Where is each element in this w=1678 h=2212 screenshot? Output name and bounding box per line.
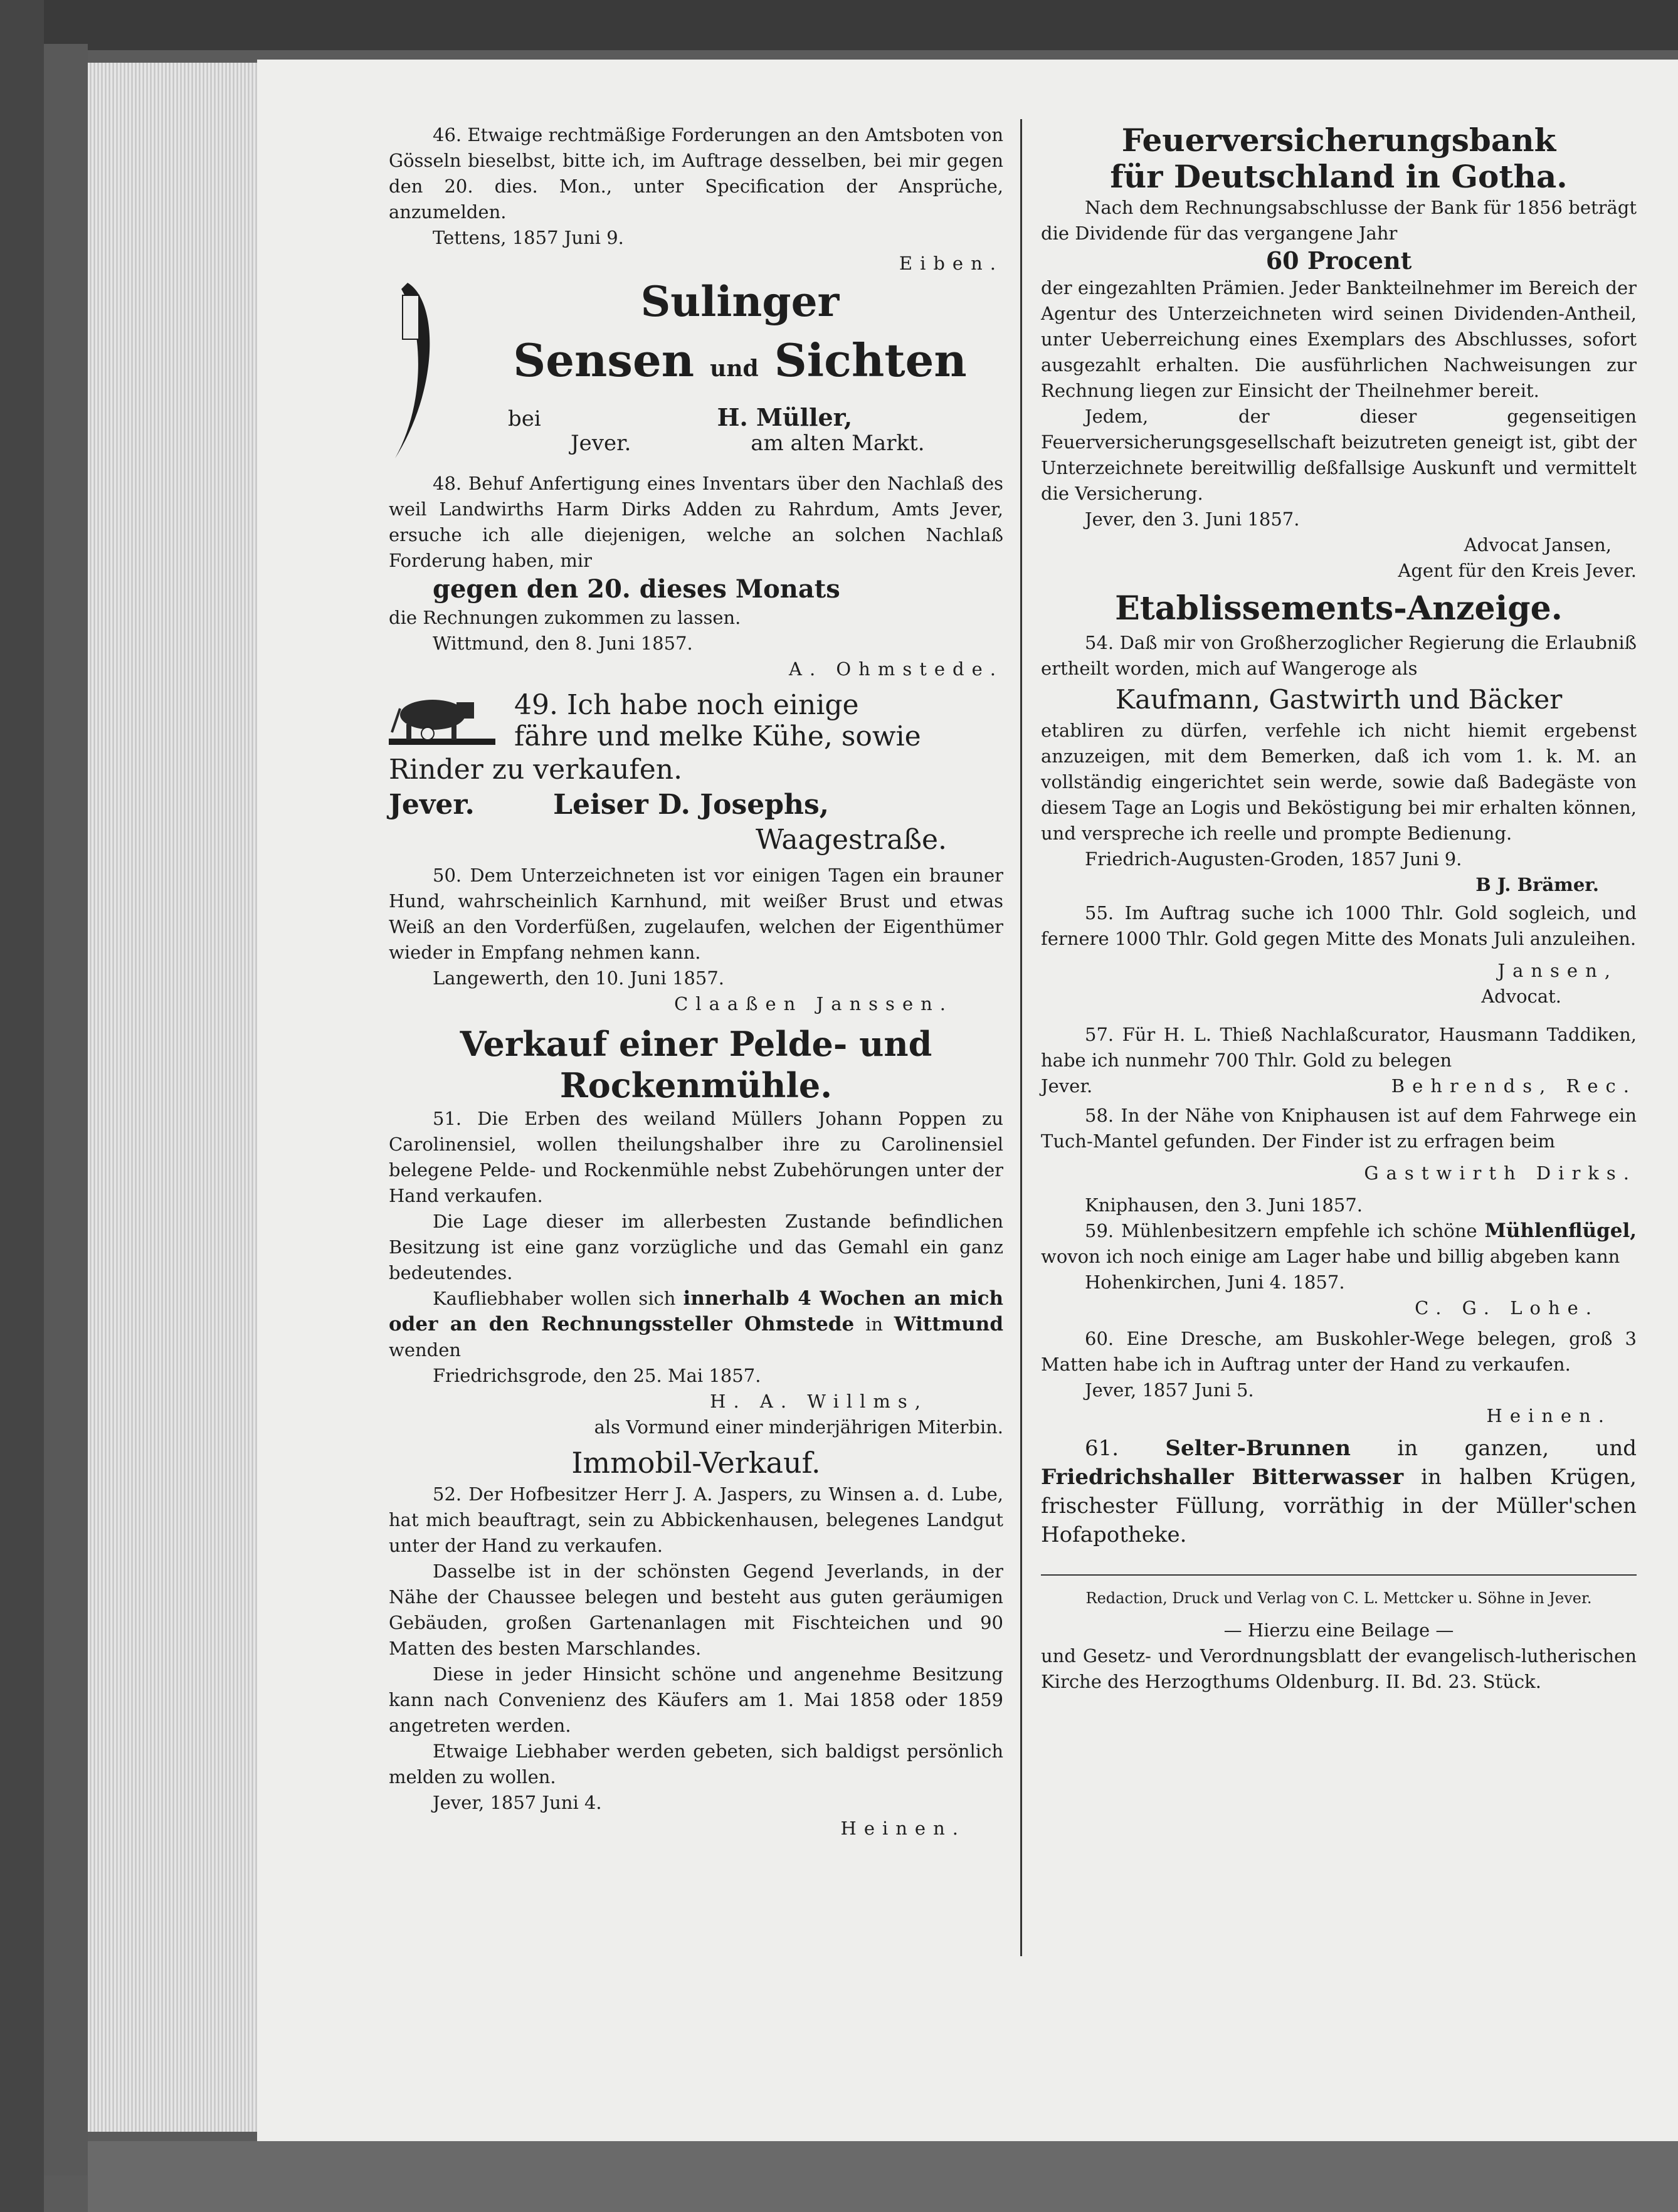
book-cover-edge	[44, 44, 88, 2176]
immobil-p2: Dasselbe ist in der schönsten Gegend Jeverlands, in der Nähe der Chaussee belegen und besteht aus guten geräumigen Gebäuden, großen Gartenanlagen mit Fischteichen und 90 Matten des besten Marschlandes.	[389, 1561, 1003, 1659]
ad-46	[389, 122, 1003, 276]
immobil-p3: Diese in jeder Hinsicht schöne und angenehme Besitzung kann nach Convenienz des Käufers am 1. Mai 1858 oder 1859 angetreten werden.	[389, 1663, 1003, 1736]
sulinger-ad	[389, 276, 1003, 465]
ad-55-text: 55. Im Auftrag suche ich 1000 Thlr. Gold sogleich, und fernere 1000 Thlr. Gold gegen Mitte des Monats Juli anzuleihen.	[1041, 902, 1637, 949]
fire-insurance-heading-2: für Deutschland in Gotha.	[1110, 158, 1568, 195]
etablissement-p2: etabliren zu dürfen, verfehle ich nicht hiemit ergebenst anzuzeigen, mit dem Bemerken, daß ich vom 1. k. M. an vollständig eingerichtet sein werde, sowie daß Badegäste von diesem Tage an Logis und Beköstigung bei mir erhalten können, und verspreche ich reelle und prompte Bedienung.	[1041, 720, 1637, 844]
mill-sale-sign-2: als Vormund einer minderjährigen Miterbin.	[594, 1416, 1003, 1438]
mill-sale-heading-2: Rockenmühle.	[559, 1065, 833, 1105]
ad-48-text2: die Rechnungen zukommen zu lassen.	[389, 607, 741, 628]
mill-sale-p3a: Kaufliebhaber wollen sich	[433, 1288, 676, 1309]
ad-59	[1041, 1218, 1637, 1321]
fire-insurance-heading-1: Feuerversicherungsbank	[1121, 122, 1556, 159]
sulinger-sichten: Sichten	[774, 334, 967, 387]
mill-sale-heading-1: Verkauf einer Pelde- und	[460, 1024, 932, 1064]
fire-insurance-ad	[1041, 122, 1637, 584]
ad-61-bitterwasser: Friedrichshaller Bitterwasser	[1041, 1465, 1404, 1490]
ad-59-b: Mühlenflügel,	[1484, 1219, 1637, 1242]
ad-48-deadline: gegen den 20. dieses Monats	[433, 574, 840, 604]
ad-48	[389, 471, 1003, 682]
scan-background-bottom	[88, 2141, 1678, 2212]
ad-58	[1041, 1103, 1637, 1218]
sulinger-address: am alten Markt.	[751, 431, 925, 456]
ad-46-signature: Eiben.	[899, 253, 1003, 274]
ad-58-date: Kniphausen, den 3. Juni 1857.	[1085, 1194, 1363, 1216]
sulinger-und: und	[710, 356, 759, 382]
ad-60-text: 60. Eine Dresche, am Buskohler-Wege belegen, groß 3 Matten habe ich in Auftrag unter der Hand zu verkaufen.	[1041, 1328, 1637, 1375]
sulinger-town: Jever.	[571, 431, 631, 456]
immobil-signature: Heinen.	[840, 1818, 966, 1839]
sulinger-seller-line	[508, 403, 1010, 431]
mill-sale-p1: 51. Die Erben des weiland Müllers Johann Poppen zu Carolinensiel, wollen theilungshalber ihre zu Carolinensiel belegene Pelde- und Rockenmühle nebst Zubehörungen unter der Hand verkaufen.	[389, 1108, 1003, 1206]
immobil-p4: Etwaige Liebhaber werden gebeten, sich baldigst persönlich melden zu wollen.	[389, 1741, 1003, 1788]
fire-insurance-sign-1: Advocat Jansen,	[1464, 534, 1612, 556]
footer	[1041, 1586, 1637, 1695]
mill-sale-ad	[389, 1023, 1003, 1440]
ad-59-text	[1041, 1218, 1637, 1270]
footer-imprint: Redaction, Druck und Verlag von C. L. Mettcker u. Söhne in Jever.	[1085, 1589, 1592, 1607]
ad-59-c: wovon ich noch einige am Lager habe und billig abgeben kann	[1041, 1246, 1620, 1267]
ad-57-signature: Behrends, Rec.	[1391, 1075, 1637, 1097]
ad-59-date: Hohenkirchen, Juni 4. 1857.	[1085, 1272, 1345, 1293]
ad-49-top	[389, 690, 1003, 752]
ad-61-selter: Selter-Brunnen	[1165, 1436, 1351, 1461]
left-column	[389, 122, 1003, 1841]
sulinger-title: Sulinger	[640, 277, 840, 326]
ad-61-c: in ganzen, und	[1397, 1436, 1637, 1461]
ad-60	[1041, 1326, 1637, 1429]
footer-rule	[1041, 1574, 1637, 1576]
immobil-heading: Immobil-Verkauf.	[571, 1446, 821, 1480]
mill-sale-p3d: Wittmund	[894, 1313, 1004, 1335]
ad-61-text	[1041, 1434, 1637, 1549]
ad-46-date: Tettens, 1857 Juni 9.	[433, 227, 624, 248]
fire-insurance-percent: 60 Procent	[1265, 246, 1412, 275]
ad-49-line3: Rinder zu verkaufen.	[389, 754, 683, 786]
etablissement-trades: Kaufmann, Gastwirth und Bäcker	[1115, 684, 1563, 715]
sulinger-sensen: Sensen	[513, 334, 695, 387]
scan-background-top	[0, 0, 1678, 50]
ad-48-text: 48. Behuf Anfertigung eines Inventars über den Nachlaß des weil Landwirths Harm Dirks Adden zu Rahrdum, Amts Jever, ersuche ich alle diejenigen, welche an solchen Nachlaß Forderung haben, mir	[389, 473, 1003, 571]
sulinger-address-line	[571, 431, 1010, 456]
mill-sale-p3b: innerhalb 4 Wochen an mich oder an den Rechnungssteller Ohmstede	[389, 1287, 1004, 1335]
scythe-icon	[389, 276, 445, 465]
footer-beilage: — Hierzu eine Beilage —	[1223, 1620, 1454, 1641]
immobil-ad	[389, 1444, 1003, 1841]
ad-48-signature: A. Ohmstede.	[789, 658, 1003, 680]
fire-insurance-p2: der eingezahlten Prämien. Jeder Bankteilnehmer im Bereich der Agentur des Unterzeichneten wird seinen Dividenden-Antheil, unter Ueberreichung eines Exemplars des Abschlusses, sofort ausgezahlt erhalten. Die ausführlichen Nachweisungen zur Rechnung liegen zur Einsicht der Theilnehmer bereit.	[1041, 277, 1637, 401]
ad-59-signature: C. G. Lohe.	[1415, 1297, 1599, 1319]
ad-50-text: 50. Dem Unterzeichneten ist vor einigen Tagen ein brauner Hund, wahrscheinlich Karnhund, mit weißer Brust und etwas Weiß an den Vorderfüßen, zugelaufen, welchen der Eigenthümer wieder in Empfang nehmen kann.	[389, 865, 1003, 963]
ad-60-date: Jever, 1857 Juni 5.	[1085, 1379, 1254, 1401]
fire-insurance-date: Jever, den 3. Juni 1857.	[1085, 508, 1300, 530]
ad-57	[1041, 1022, 1637, 1099]
ad-57-sign-line	[1041, 1073, 1637, 1099]
page-stack-edges	[88, 63, 257, 2132]
ad-58-signature: Gastwirth Dirks.	[1364, 1162, 1637, 1184]
ad-49-sign-line	[389, 787, 1003, 823]
column-divider	[1020, 119, 1022, 1956]
ad-49-line1: 49. Ich habe noch einige	[514, 689, 859, 721]
ad-49-heading	[514, 690, 1010, 752]
immobil-p1: 52. Der Hofbesitzer Herr J. A. Jaspers, zu Winsen a. d. Lube, hat mich beauftragt, sein zu Abbickenhausen, belegenes Landgut unter der Hand zu verkaufen.	[389, 1483, 1003, 1556]
etablissement-p1: 54. Daß mir von Großherzoglicher Regierung die Erlaubniß ertheilt worden, mich auf Wangeroge als	[1041, 632, 1637, 679]
ad-49-street: Waagestraße.	[755, 824, 947, 856]
etablissement-signature: B J. Brämer.	[1475, 874, 1599, 895]
sulinger-subtitle	[470, 330, 1010, 399]
mill-sale-p3	[389, 1286, 1003, 1363]
scan-background-left	[0, 0, 44, 2212]
sulinger-seller: H. Müller,	[717, 403, 853, 431]
mill-sale-p2: Die Lage dieser im allerbesten Zustande befindlichen Besitzung ist eine ganz vorzügliche und das Gemahl ein ganz bedeutendes.	[389, 1211, 1003, 1283]
ad-50-signature: Claaßen Janssen.	[674, 993, 953, 1014]
etablissement-date: Friedrich-Augusten-Groden, 1857 Juni 9.	[1085, 848, 1462, 870]
ad-55-sign-2: Advocat.	[1481, 986, 1561, 1007]
etablissement-ad	[1041, 587, 1637, 898]
etablissement-heading: Etablissements-Anzeige.	[1115, 589, 1563, 628]
mill-sale-date: Friedrichsgrode, den 25. Mai 1857.	[433, 1365, 761, 1386]
ad-49-seller: Leiser D. Josephs,	[553, 789, 830, 821]
sulinger-bei: bei	[508, 406, 541, 431]
ad-57-text: 57. Für H. L. Thieß Nachlaßcurator, Hausmann Taddiken, habe ich nunmehr 700 Thlr. Gold zu belegen	[1041, 1024, 1637, 1071]
fire-insurance-p3: Jedem, der dieser gegenseitigen Feuerversicherungsgesellschaft beizutreten geneigt ist, gibt der Unterzeichnete bereitwillig deßfallsige Auskunft und vermittelt die Versicherung.	[1041, 406, 1637, 504]
ad-50	[389, 863, 1003, 1017]
ad-61-number: 61.	[1085, 1436, 1119, 1461]
ad-61	[1041, 1434, 1637, 1549]
ad-49-town: Jever.	[389, 789, 475, 821]
mill-sale-p3c: in	[865, 1314, 883, 1335]
ad-49-line2: fähre und melke Kühe, sowie	[514, 720, 921, 752]
ad-61-e: in halben Krügen, frischester Füllung, vorräthig in der Müller'schen Hofapotheke.	[1041, 1465, 1637, 1547]
ad-50-date: Langewerth, den 10. Juni 1857.	[433, 967, 725, 989]
mill-sale-sign-1: H. A. Willms,	[710, 1391, 928, 1412]
immobil-date: Jever, 1857 Juni 4.	[433, 1792, 602, 1813]
ad-49	[389, 690, 1003, 858]
right-column	[1041, 122, 1637, 1695]
ad-48-date: Wittmund, den 8. Juni 1857.	[433, 633, 693, 654]
ad-55-sign-1: Jansen,	[1497, 960, 1618, 981]
ad-46-text: 46. Etwaige rechtmäßige Forderungen an den Amtsboten von Gösseln bieselbst, bitte ich, im Auftrage desselben, bei mir gegen den 20. dies. Mon., unter Specification der Ansprüche, anzumelden.	[389, 124, 1003, 223]
mill-sale-p3e: wenden	[389, 1339, 462, 1361]
ad-55	[1041, 900, 1637, 1009]
fire-insurance-p1: Nach dem Rechnungsabschlusse der Bank für 1856 beträgt die Dividende für das vergangene Jahr	[1041, 197, 1637, 244]
ad-59-a: 59. Mühlenbesitzern empfehle ich schöne	[1085, 1220, 1477, 1241]
footer-gesetz: und Gesetz- und Verordnungsblatt der evangelisch-lutherischen Kirche des Herzogthums Oldenburg. II. Bd. 23. Stück.	[1041, 1645, 1637, 1692]
ad-57-place: Jever.	[1041, 1075, 1093, 1097]
cow-icon	[389, 690, 495, 752]
ad-60-signature: Heinen.	[1486, 1405, 1612, 1426]
fire-insurance-sign-2: Agent für den Kreis Jever.	[1398, 560, 1637, 581]
ad-58-text: 58. In der Nähe von Kniphausen ist auf dem Fahrwege ein Tuch-Mantel gefunden. Der Finder ist zu erfragen beim	[1041, 1105, 1637, 1152]
